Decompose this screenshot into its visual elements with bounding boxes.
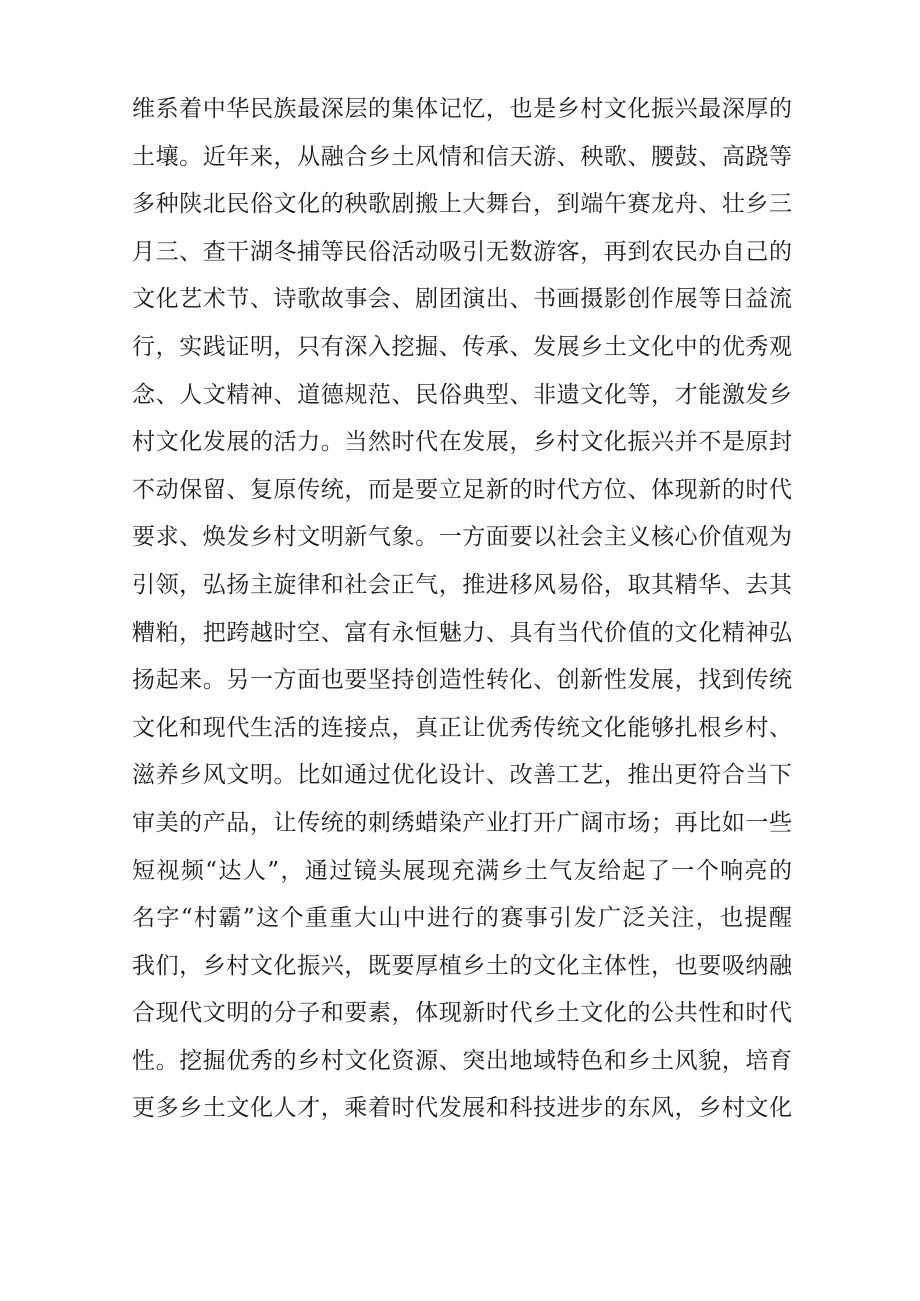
text-line: 村文化发展的活力。当然时代在发展，乡村文化振兴并不是原封 xyxy=(132,429,792,456)
text-line: 念、人文精神、道德规范、民俗典型、非遗文化等，才能激发乡 xyxy=(132,381,792,408)
text-line: 性。挖掘优秀的乡村文化资源、突出地域特色和乡土风貌，培育 xyxy=(132,1047,792,1074)
text-line: 我们，乡村文化振兴，既要厚植乡土的文化主体性，也要吸纳融 xyxy=(132,952,792,979)
text-line: 短视频“达人”，通过镜头展现充满乡土气友给起了一个响亮的 xyxy=(132,857,792,884)
text-line: 文化艺术节、诗歌故事会、剧团演出、书画摄影创作展等日益流 xyxy=(132,286,792,313)
text-line: 更多乡土文化人才，乘着时代发展和科技进步的东风，乡村文化 xyxy=(132,1095,792,1122)
text-line: 名字“村霸”这个重重大山中进行的赛事引发广泛关注，也提醒 xyxy=(132,905,792,932)
text-line: 文化和现代生活的连接点，真正让优秀传统文化能够扎根乡村、 xyxy=(132,714,792,741)
text-line: 滋养乡风文明。比如通过优化设计、改善工艺，推出更符合当下 xyxy=(132,762,792,789)
text-line: 维系着中华民族最深层的集体记忆，也是乡村文化振兴最深厚的 xyxy=(132,96,792,122)
text-line: 合现代文明的分子和要素，体现新时代乡土文化的公共性和时代 xyxy=(132,1000,792,1027)
body-text xyxy=(132,86,792,1133)
text-line: 不动保留、复原传统，而是要立足新的时代方位、体现新的时代 xyxy=(132,476,792,503)
text-line: 行，实践证明，只有深入挖掘、传承、发展乡土文化中的优秀观 xyxy=(132,333,792,360)
text-line: 审美的产品，让传统的刺绣蜡染产业打开广阔市场；再比如一些 xyxy=(132,809,792,836)
text-line: 引领，弘扬主旋律和社会正气，推进移风易俗，取其精华、去其 xyxy=(132,571,792,598)
text-line: 月三、查干湖冬捕等民俗活动吸引无数游客，再到农民办自己的 xyxy=(132,238,792,265)
text-line: 土壤。近年来，从融合乡土风情和信天游、秧歌、腰鼓、高跷等 xyxy=(132,143,792,170)
text-line: 要求、焕发乡村文明新气象。一方面要以社会主义核心价值观为 xyxy=(132,524,792,551)
text-line: 糟粕，把跨越时空、富有永恒魅力、具有当代价值的文化精神弘 xyxy=(132,619,792,646)
text-line: 多种陕北民俗文化的秧歌剧搬上大舞台，到端午赛龙舟、壮乡三 xyxy=(132,191,792,218)
text-line: 扬起来。另一方面也要坚持创造性转化、创新性发展，找到传统 xyxy=(132,667,792,694)
